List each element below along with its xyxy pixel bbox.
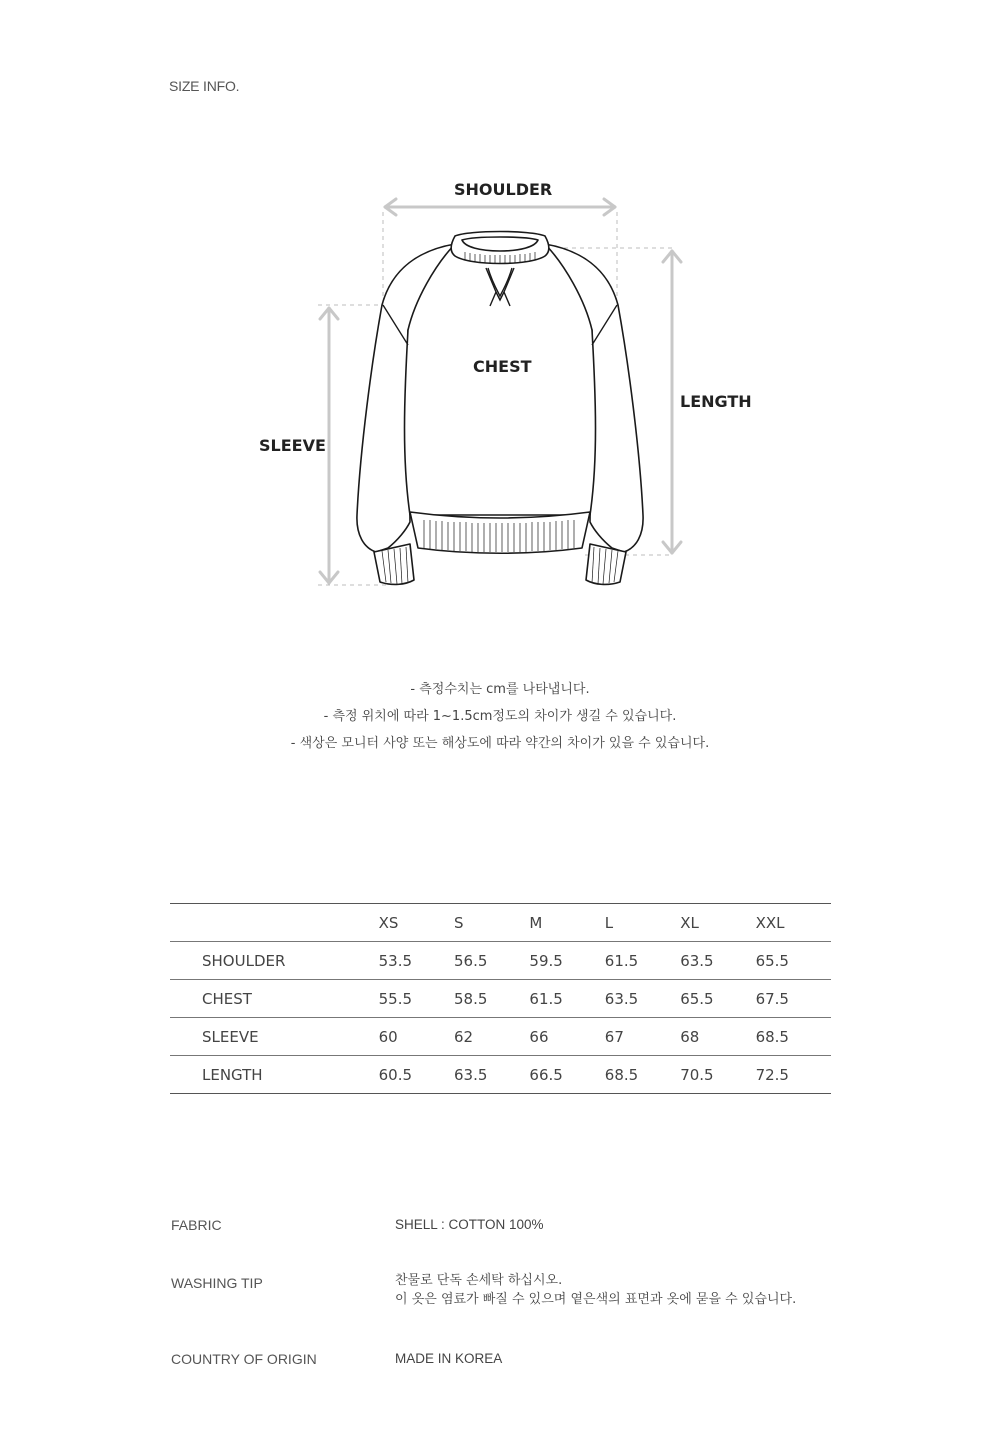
length-arrow	[663, 251, 681, 553]
table-cell: 60	[379, 1018, 454, 1056]
washing-tip-line: 찬물로 단독 손세탁 하십시오.	[395, 1273, 563, 1288]
washing-tip-line: 이 옷은 염료가 빠질 수 있으며 옅은색의 표면과 옷에 묻을 수 있습니다.	[395, 1292, 797, 1307]
size-header: S	[454, 904, 529, 942]
corner-cell	[170, 904, 379, 942]
sleeve-label: SLEEVE	[259, 436, 326, 455]
table-cell: 65.5	[756, 942, 831, 980]
table-cell: 72.5	[756, 1056, 831, 1094]
chest-label: CHEST	[473, 357, 532, 376]
table-cell: 68.5	[756, 1018, 831, 1056]
table-row	[170, 1056, 831, 1094]
size-header: XXL	[756, 904, 831, 942]
table-cell: 63.5	[454, 1056, 529, 1094]
measurement-notes	[0, 680, 1000, 761]
table-cell: 66.5	[529, 1056, 604, 1094]
measurement-diagram	[0, 0, 1000, 620]
size-table	[170, 903, 831, 1094]
table-row	[170, 980, 831, 1018]
table-cell: 67	[605, 1018, 680, 1056]
washing-tip-label: WASHING TIP	[171, 1275, 263, 1291]
shoulder-label: SHOULDER	[454, 180, 553, 199]
table-cell: 59.5	[529, 942, 604, 980]
table-cell: 66	[529, 1018, 604, 1056]
table-cell: 61.5	[529, 980, 604, 1018]
shoulder-arrow	[385, 199, 615, 215]
row-label: SLEEVE	[170, 1018, 379, 1056]
size-header: XS	[379, 904, 454, 942]
row-label: SHOULDER	[170, 942, 379, 980]
table-cell: 65.5	[680, 980, 755, 1018]
size-header: L	[605, 904, 680, 942]
table-cell: 56.5	[454, 942, 529, 980]
fabric-label: FABRIC	[171, 1217, 222, 1233]
table-cell: 53.5	[379, 942, 454, 980]
table-cell: 68	[680, 1018, 755, 1056]
table-cell: 60.5	[379, 1056, 454, 1094]
table-cell: 67.5	[756, 980, 831, 1018]
body	[405, 244, 596, 515]
length-label: LENGTH	[680, 392, 752, 411]
fabric-value: SHELL : COTTON 100%	[395, 1217, 544, 1232]
row-label: LENGTH	[170, 1056, 379, 1094]
table-cell: 62	[454, 1018, 529, 1056]
hem-rib	[410, 512, 590, 553]
size-header-row	[170, 904, 831, 942]
table-row	[170, 942, 831, 980]
section-title: SIZE INFO.	[169, 78, 240, 94]
table-cell: 70.5	[680, 1056, 755, 1094]
table-cell: 63.5	[605, 980, 680, 1018]
size-header: XL	[680, 904, 755, 942]
size-header: M	[529, 904, 604, 942]
origin-value: MADE IN KOREA	[395, 1351, 503, 1366]
table-cell: 63.5	[680, 942, 755, 980]
table-cell: 58.5	[454, 980, 529, 1018]
row-label: CHEST	[170, 980, 379, 1018]
origin-label: COUNTRY OF ORIGIN	[171, 1351, 317, 1367]
note-line: - 색상은 모니터 사양 또는 해상도에 따라 약간의 차이가 있을 수 있습니다.	[290, 736, 710, 751]
table-cell: 55.5	[379, 980, 454, 1018]
table-cell: 61.5	[605, 942, 680, 980]
table-cell: 68.5	[605, 1056, 680, 1094]
sweatshirt-illustration	[0, 0, 1000, 620]
table-row	[170, 1018, 831, 1056]
note-line: - 측정 위치에 따라 1~1.5cm정도의 차이가 생길 수 있습니다.	[323, 709, 677, 724]
note-line: - 측정수치는 cm를 나타냅니다.	[410, 682, 590, 697]
